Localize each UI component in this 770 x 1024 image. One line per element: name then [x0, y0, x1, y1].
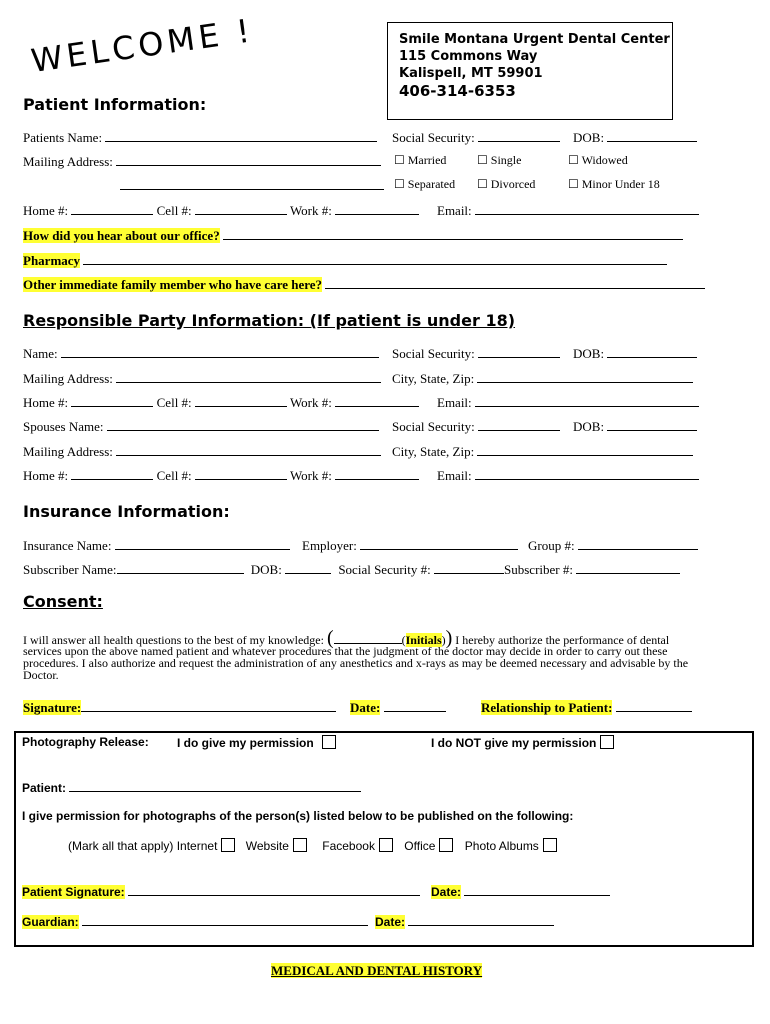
email-field[interactable] — [475, 202, 699, 215]
patient-dob-field[interactable] — [607, 129, 697, 142]
photo-patient-label: Patient: — [22, 781, 67, 795]
media-options-row — [68, 838, 557, 853]
widowed-label: Widowed — [581, 153, 628, 167]
spouse-work-field[interactable] — [335, 467, 419, 480]
guardian-field[interactable] — [82, 913, 368, 926]
spouse-cell-label: Cell #: — [156, 468, 192, 483]
hear-about-row — [23, 227, 683, 244]
patient-ssn-label: Social Security: — [392, 130, 475, 145]
signature-field[interactable] — [81, 699, 336, 712]
resp-dob-field[interactable] — [607, 345, 697, 358]
group-label: Group #: — [528, 538, 575, 553]
minor-checkbox[interactable] — [568, 177, 660, 192]
work-field[interactable] — [335, 202, 419, 215]
facebook-checkbox[interactable] — [379, 838, 393, 852]
patient-ssn-row — [392, 129, 560, 146]
subscriber-num-label: Subscriber #: — [504, 562, 573, 577]
consent-intro-row: I will answer all health questions to the best of my knowledge: ( (Initials)) I hereby authorize the performance of dental — [23, 627, 670, 649]
patient-name-row — [23, 129, 377, 146]
employer-row — [302, 537, 518, 554]
insurance-title: Insurance Information: — [23, 502, 230, 521]
clinic-phone: 406-314-6353 — [399, 82, 516, 100]
email-label: Email: — [437, 203, 472, 218]
subscriber-name-label: Subscriber Name: — [23, 562, 117, 577]
insurance-name-field[interactable] — [115, 537, 290, 550]
resp-ssn-row — [392, 345, 560, 362]
resp-cell-label: Cell #: — [156, 395, 192, 410]
spouse-name-label: Spouses Name: — [23, 419, 104, 434]
consent-authorize-text: I hereby authorize the performance of dental — [455, 633, 670, 647]
responsible-title: Responsible Party Information: (If patient is under 18) — [23, 311, 516, 330]
patient-info-title: Patient Information: — [23, 95, 207, 114]
subscriber-row — [23, 561, 680, 578]
photo-albums-checkbox[interactable] — [543, 838, 557, 852]
resp-dob-row — [573, 345, 697, 362]
resp-name-row — [23, 345, 379, 362]
guardian-label: Guardian: — [22, 915, 79, 929]
spouse-name-row — [23, 418, 379, 435]
cell-label: Cell #: — [156, 203, 192, 218]
checkbox-icon: ☐ — [477, 177, 488, 191]
spouse-home-label: Home #: — [23, 468, 69, 483]
checkbox-icon: ☐ — [477, 153, 488, 167]
checkbox-icon: ☐ — [394, 153, 405, 167]
office-checkbox[interactable] — [439, 838, 453, 852]
divorced-checkbox[interactable] — [477, 177, 535, 192]
guardian-date-row — [375, 913, 554, 929]
guardian-row — [22, 913, 368, 929]
resp-mailing-field[interactable] — [116, 370, 381, 383]
subscriber-ssn-label: Social Security #: — [338, 562, 431, 577]
photo-release-label: Photography Release: — [22, 735, 149, 749]
spouse-ssn-field[interactable] — [478, 418, 560, 431]
photo-albums-label: Photo Albums — [464, 839, 539, 853]
spouse-dob-field[interactable] — [607, 418, 697, 431]
home-label: Home #: — [23, 203, 69, 218]
spouse-ssn-row — [392, 418, 560, 435]
patient-email-row — [437, 202, 699, 219]
spouse-mailing-row — [23, 443, 381, 460]
give-permission-label: I do give my permission — [177, 736, 314, 750]
photo-date-label: Date: — [431, 885, 462, 899]
divorced-label: Divorced — [490, 177, 536, 191]
separated-label: Separated — [407, 177, 456, 191]
clinic-address1: 115 Commons Way — [399, 49, 538, 64]
resp-email-label: Email: — [437, 395, 472, 410]
married-label: Married — [407, 153, 447, 167]
office-label: Office — [404, 839, 436, 853]
patient-phone-row — [23, 202, 419, 219]
resp-city-row — [392, 370, 693, 387]
clinic-name: Smile Montana Urgent Dental Center — [399, 32, 670, 47]
medical-history-heading — [271, 963, 482, 979]
mark-all-label: (Mark all that apply) — [68, 839, 174, 853]
widowed-checkbox[interactable] — [568, 153, 628, 168]
relationship-label: Relationship to Patient: — [481, 700, 613, 715]
pharmacy-field[interactable] — [83, 252, 667, 265]
resp-mailing-row — [23, 370, 381, 387]
patient-mailing-label: Mailing Address: — [23, 154, 113, 169]
employer-field[interactable] — [360, 537, 518, 550]
consent-date-label: Date: — [350, 700, 381, 715]
subscriber-ssn-field[interactable] — [434, 561, 504, 574]
family-label: Other immediate family member who have care here? — [23, 277, 323, 292]
patient-signature-row — [22, 883, 420, 899]
checkbox-icon: ☐ — [568, 177, 579, 191]
hear-about-field[interactable] — [223, 227, 683, 240]
paren-open: ( — [326, 627, 334, 649]
spouse-work-label: Work #: — [289, 468, 332, 483]
website-checkbox[interactable] — [293, 838, 307, 852]
spouse-dob-row — [573, 418, 697, 435]
internet-label: Internet — [176, 839, 218, 853]
photo-date-field[interactable] — [464, 883, 610, 896]
consent-intro: I will answer all health questions to the best of my knowledge: — [23, 633, 324, 647]
patient-mailing-row — [23, 153, 381, 170]
hear-about-label: How did you hear about our office? — [23, 228, 220, 243]
work-label: Work #: — [289, 203, 332, 218]
resp-email-field[interactable] — [475, 394, 699, 407]
consent-title: Consent: — [23, 592, 103, 611]
spouse-name-field[interactable] — [107, 418, 379, 431]
resp-work-label: Work #: — [289, 395, 332, 410]
subscriber-dob-field[interactable] — [285, 561, 331, 574]
not-give-permission-label: I do NOT give my permission — [431, 736, 597, 750]
photo-patient-field[interactable] — [69, 779, 361, 792]
pharmacy-label: Pharmacy — [23, 253, 81, 268]
relationship-field[interactable] — [616, 699, 692, 712]
resp-home-label: Home #: — [23, 395, 69, 410]
minor-label: Minor Under 18 — [581, 177, 660, 191]
checkbox-icon: ☐ — [568, 153, 579, 167]
spouse-city-row — [392, 443, 693, 460]
single-checkbox[interactable] — [477, 153, 521, 168]
medical-history-label: MEDICAL AND DENTAL HISTORY — [271, 963, 483, 978]
resp-name-label: Name: — [23, 346, 58, 361]
spouse-email-field[interactable] — [475, 467, 699, 480]
initials-label: Initials — [405, 633, 442, 647]
group-row — [528, 537, 698, 554]
checkbox-icon: ☐ — [394, 177, 405, 191]
insurance-name-label: Insurance Name: — [23, 538, 112, 553]
married-checkbox[interactable] — [394, 153, 446, 168]
paren-close: ) — [445, 627, 453, 649]
resp-home-field[interactable] — [71, 394, 153, 407]
relationship-row — [481, 699, 692, 716]
patient-signature-label: Patient Signature: — [22, 885, 125, 899]
spouse-mailing-field[interactable] — [116, 443, 381, 456]
give-permission-row — [177, 735, 336, 750]
photo-patient-row — [22, 779, 361, 795]
clinic-info-box — [387, 22, 673, 120]
resp-ssn-field[interactable] — [478, 345, 560, 358]
resp-ssn-label: Social Security: — [392, 346, 475, 361]
family-field[interactable] — [325, 276, 705, 289]
patient-mailing-line2[interactable] — [120, 177, 384, 195]
consent-date-row — [350, 699, 446, 716]
photo-date-row — [431, 883, 610, 899]
family-row — [23, 276, 705, 293]
patient-mailing-field[interactable] — [116, 153, 381, 166]
spouse-email-label: Email: — [437, 468, 472, 483]
group-field[interactable] — [578, 537, 698, 550]
spouse-home-field[interactable] — [71, 467, 153, 480]
welcome-heading: WELCOME ! — [28, 11, 256, 80]
resp-city-label: City, State, Zip: — [392, 371, 475, 386]
resp-city-field[interactable] — [477, 370, 693, 383]
spouse-mailing-label: Mailing Address: — [23, 444, 113, 459]
patient-name-label: Patients Name: — [23, 130, 103, 145]
signature-row — [23, 699, 336, 716]
pharmacy-row — [23, 252, 667, 269]
consent-paragraph: services upon the above named patient and whatever procedures that the judgment of the doctor may decide in order to carry out these procedures. I also authorize and request the administration of any anesthetics and x-rays as may be deemed necessary and advisable by the Doctor. — [23, 644, 689, 682]
single-label: Single — [490, 153, 522, 167]
facebook-label: Facebook — [322, 839, 375, 853]
spouse-dob-label: DOB: — [573, 419, 605, 434]
subscriber-name-field[interactable] — [117, 561, 244, 574]
resp-dob-label: DOB: — [573, 346, 605, 361]
patient-dob-label: DOB: — [573, 130, 605, 145]
patient-dob-row — [573, 129, 697, 146]
photo-statement: I give permission for photographs of the person(s) listed below to be published on the following: — [22, 809, 574, 823]
spouse-city-field[interactable] — [477, 443, 693, 456]
spouse-phone-row — [23, 467, 419, 484]
resp-name-field[interactable] — [61, 345, 379, 358]
guardian-date-label: Date: — [375, 915, 406, 929]
separated-checkbox[interactable] — [394, 177, 455, 192]
cell-field[interactable] — [195, 202, 287, 215]
not-give-permission-checkbox[interactable] — [600, 735, 614, 749]
resp-email-row — [437, 394, 699, 411]
home-field[interactable] — [71, 202, 153, 215]
website-label: Website — [245, 839, 289, 853]
spouse-cell-field[interactable] — [195, 467, 287, 480]
consent-date-field[interactable] — [384, 699, 446, 712]
not-give-permission-row — [431, 735, 614, 750]
resp-work-field[interactable] — [335, 394, 419, 407]
signature-label: Signature: — [23, 700, 82, 715]
employer-label: Employer: — [302, 538, 357, 553]
subscriber-num-field[interactable] — [576, 561, 680, 574]
insurance-name-row — [23, 537, 290, 554]
spouse-email-row — [437, 467, 699, 484]
guardian-date-field[interactable] — [408, 913, 554, 926]
patient-signature-field[interactable] — [128, 883, 420, 896]
give-permission-checkbox[interactable] — [322, 735, 336, 749]
patient-ssn-field[interactable] — [478, 129, 560, 142]
resp-cell-field[interactable] — [195, 394, 287, 407]
resp-phone-row — [23, 394, 419, 411]
spouse-ssn-label: Social Security: — [392, 419, 475, 434]
spouse-city-label: City, State, Zip: — [392, 444, 475, 459]
resp-mailing-label: Mailing Address: — [23, 371, 113, 386]
internet-checkbox[interactable] — [221, 838, 235, 852]
clinic-address2: Kalispell, MT 59901 — [399, 66, 543, 81]
initials-field[interactable] — [334, 631, 402, 644]
patient-name-field[interactable] — [105, 129, 377, 142]
subscriber-dob-label: DOB: — [250, 562, 282, 577]
